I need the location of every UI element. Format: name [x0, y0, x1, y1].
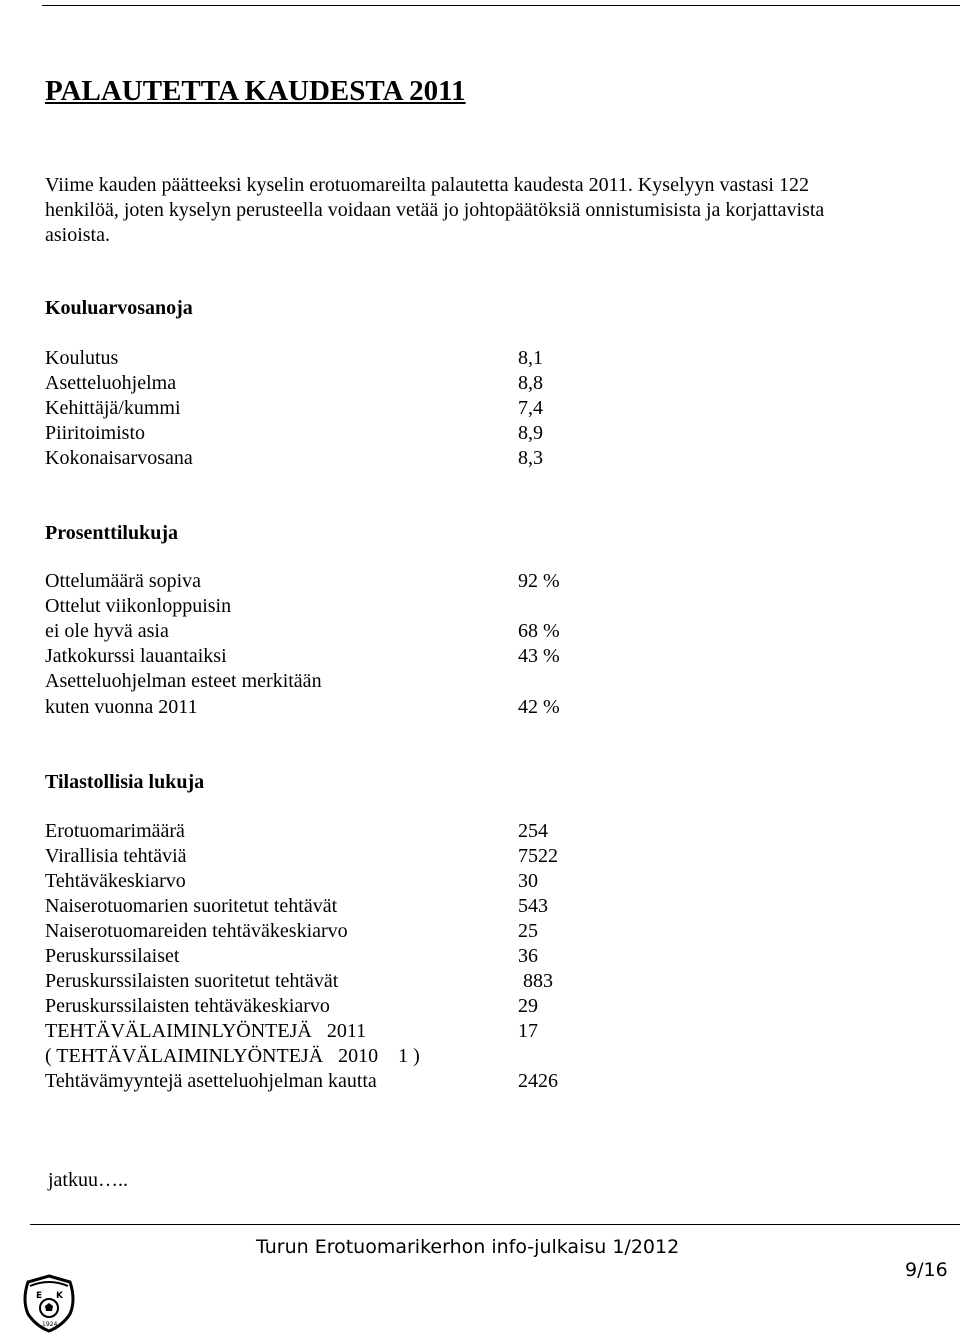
stat-label: ( TEHTÄVÄLAIMINLYÖNTEJÄ 2010 1 ) — [45, 1045, 420, 1067]
stat-label: Naiserotuomarien suoritetut tehtävät — [45, 895, 338, 917]
stat-value: 7522 — [518, 845, 558, 867]
stat-label: Peruskurssilaisten suoritetut tehtävät — [45, 970, 339, 992]
section-heading-kouluarvosanoja: Kouluarvosanoja — [45, 297, 193, 319]
logo-letter-right: K — [56, 1291, 63, 1301]
page-number: 9/16 — [905, 1259, 948, 1281]
grade-value: 8,9 — [518, 422, 543, 444]
stat-value: 883 — [523, 970, 553, 992]
intro-line: henkilöä, joten kyselyn perusteella voidaan vetää jo johtopäätöksiä onnistumisista ja korjattavista — [45, 199, 825, 221]
percent-label: Jatkokurssi lauantaiksi — [45, 645, 227, 667]
top-rule — [42, 5, 960, 6]
stat-label: Erotuomarimäärä — [45, 820, 185, 842]
stat-label: Virallisia tehtäviä — [45, 845, 187, 867]
grade-label: Piiritoimisto — [45, 422, 146, 444]
percent-label: Ottelut viikonloppuisin — [45, 595, 232, 617]
grade-value: 8,8 — [518, 372, 543, 394]
grade-label: Koulutus — [45, 347, 119, 369]
stat-value: 17 — [518, 1020, 538, 1042]
stat-value: 29 — [518, 995, 538, 1017]
grade-label: Asetteluohjelma — [45, 372, 177, 394]
percent-label: Ottelumäärä sopiva — [45, 570, 202, 592]
percent-value: 92 % — [518, 570, 560, 592]
grade-value: 8,3 — [518, 447, 543, 469]
stat-label: Peruskurssilaiset — [45, 945, 180, 967]
grade-value: 7,4 — [518, 397, 543, 419]
percent-value: 43 % — [518, 645, 560, 667]
page-title: PALAUTETTA KAUDESTA 2011 — [45, 75, 466, 107]
grade-label: Kokonaisarvosana — [45, 447, 193, 469]
stat-value: 25 — [518, 920, 538, 942]
club-logo-icon — [18, 1272, 80, 1334]
stat-label: Tehtävämyyntejä asetteluohjelman kautta — [45, 1070, 377, 1092]
grade-label: Kehittäjä/kummi — [45, 397, 181, 419]
grade-value: 8,1 — [518, 347, 543, 369]
intro-line: asioista. — [45, 224, 110, 246]
stat-label: Tehtäväkeskiarvo — [45, 870, 186, 892]
footer-rule — [30, 1224, 960, 1225]
percent-label: Asetteluohjelman esteet merkitään — [45, 670, 322, 692]
stat-value: 30 — [518, 870, 538, 892]
stat-label: Peruskurssilaisten tehtäväkeskiarvo — [45, 995, 330, 1017]
intro-line: Viime kauden päätteeksi kyselin erotuomareilta palautetta kaudesta 2011. Kyselyyn vastasi 122 — [45, 174, 809, 196]
intro-paragraph — [45, 173, 925, 248]
footer-publication: Turun Erotuomarikerhon info-julkaisu 1/2012 — [256, 1236, 680, 1258]
stat-value: 254 — [518, 820, 548, 842]
percent-label: ei ole hyvä asia — [45, 620, 169, 642]
stat-label: TEHTÄVÄLAIMINLYÖNTEJÄ 2011 — [45, 1020, 367, 1042]
stat-value: 36 — [518, 945, 538, 967]
logo-year: 1924 — [42, 1321, 58, 1328]
continuation-text: jatkuu….. — [48, 1169, 128, 1191]
percent-label: kuten vuonna 2011 — [45, 696, 198, 718]
logo-letter-left: E — [36, 1291, 43, 1301]
section-heading-prosenttilukuja: Prosenttilukuja — [45, 522, 178, 544]
percent-value: 68 % — [518, 620, 560, 642]
percent-value: 42 % — [518, 696, 560, 718]
stat-label: Naiserotuomareiden tehtäväkeskiarvo — [45, 920, 348, 942]
stat-value: 543 — [518, 895, 548, 917]
stat-value: 2426 — [518, 1070, 558, 1092]
section-heading-tilastollisia: Tilastollisia lukuja — [45, 771, 205, 793]
